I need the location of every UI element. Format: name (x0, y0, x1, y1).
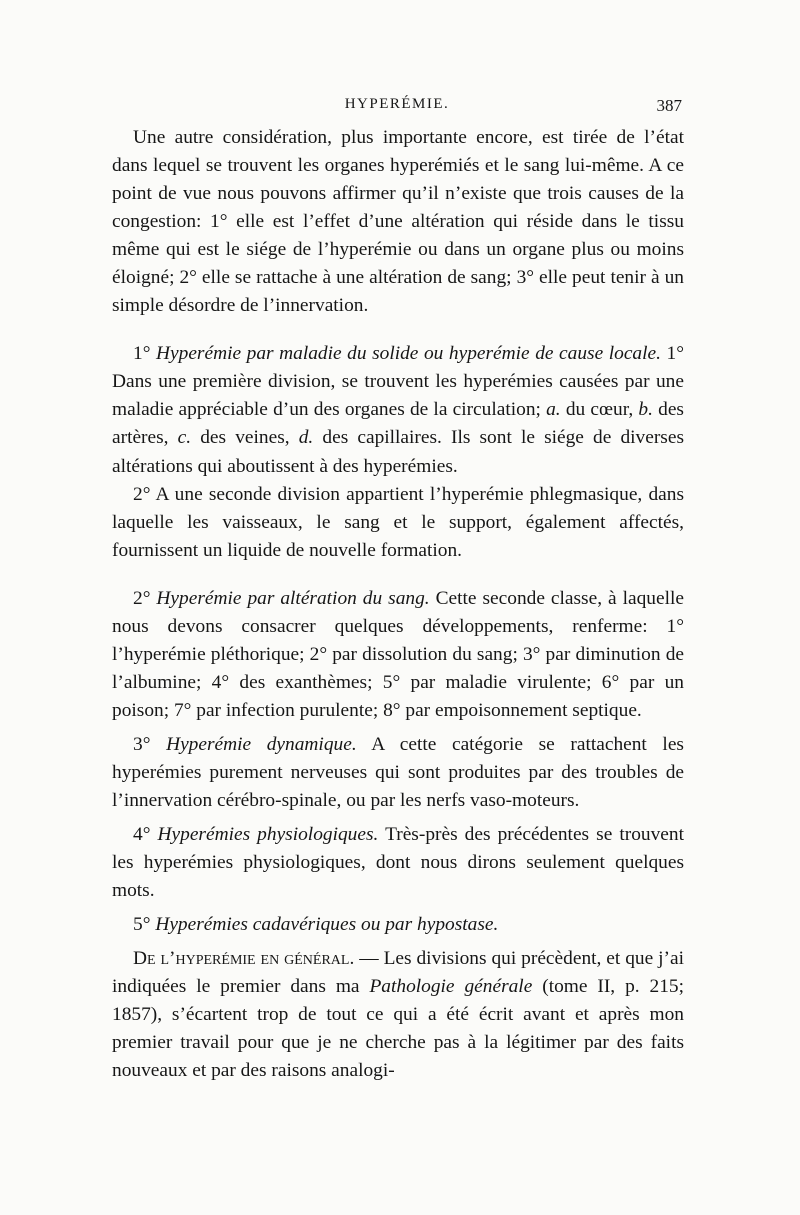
list-letter: b. (638, 399, 653, 421)
paragraph-general (112, 945, 684, 1085)
paragraph-text: Une autre considération, plus importante encore, est tirée de l’état dans lequel se trouvent les organes hyperémiés et le sang lui-même. A ce point de vue nous pouvons affirmer qu’il n’existe que trois causes de la congestion: 1° elle est l’effet d’une altération qui réside dans le tissu même qui est le siége de l’hyperémie ou dans un organe plus ou moins éloigné; 2° elle se rattache à une altération de sang; 3° elle peut tenir à un simple désordre de l’innervation. (112, 127, 684, 317)
section-number: 5° (133, 914, 156, 936)
paragraph-text: — Les divisions qui précèdent, et que j’ai indiquées le premier dans ma (112, 948, 684, 998)
section-number: 4° (133, 824, 158, 846)
paragraph-text: 2° A une seconde division appartient l’hyperémie phlegmasique, dans laquelle les vaisseaux, le sang et le support, également affectés, fournissent un liquide de nouvelle formation. (112, 483, 684, 561)
paragraph-cadaveric (112, 911, 684, 939)
section-number: 2° (133, 587, 157, 609)
paragraph-text: (tome II, p. 215; 1857), s’écartent trop de tout ce qui a été écrit avant et après mon premier travail pour que je ne cherche pas à la légitimer par des faits nouveaux et par des raisons analogi- (112, 976, 685, 1082)
book-title: Pathologie générale (369, 976, 533, 998)
paragraph-local-hyperemia (112, 340, 684, 480)
paragraph-blood-alteration (112, 585, 684, 725)
section-heading: Hyperémies physiologiques. (157, 824, 379, 846)
running-title: HYPERÉMIE. (344, 96, 450, 112)
paragraph-text: du cœur, (560, 399, 639, 421)
paragraph-text: A cette catégorie se rattachent les hyperémies purement nerveuses qui sont produites par des troubles de l’innervation cérébro-spinale, ou par les nerfs vaso-moteurs. (112, 733, 684, 812)
paragraph-dynamic (112, 731, 684, 815)
section-heading: Hyperémie par maladie du solide ou hyperémie de cause locale. (156, 343, 661, 365)
section-heading: Hyperémie par altération du sang. (156, 587, 430, 609)
paragraph-phlegmasic (112, 481, 684, 565)
running-head (112, 96, 682, 120)
list-letter: d. (298, 427, 314, 449)
paragraph-text: 1° Dans une première division, se trouvent les hyperémies causées par une maladie appréciable d’un des organes de la circulation; (112, 343, 684, 421)
body-text (112, 124, 684, 1086)
paragraph-physiological (112, 821, 684, 905)
section-number: 1° (133, 343, 157, 365)
paragraph-text: Cette seconde classe, à laquelle nous devons consacrer quelques développements, renferme: 1° l’hyperémie pléthorique; 2° par dissolution du sang; 3° par diminution de l’albumine; 4° des exanthèmes; 5° par maladie virulente; 6° par un poison; 7° par infection purulente; 8° par empoisonnement septique. (112, 587, 684, 721)
page-number: 387 (656, 96, 682, 115)
list-letter: a. (546, 399, 561, 421)
paragraph-three-causes (112, 124, 684, 320)
paragraph-text: Très-près des précédentes se trouvent les hyperémies physiologiques, dont nous dirons seulement quelques mots. (112, 824, 684, 902)
paragraph-text: des veines, (191, 427, 299, 449)
section-heading: Hyperémies cadavériques ou par hypostase. (155, 914, 499, 936)
paragraph-text: des capillaires. Ils sont le siége de diverses altérations qui aboutissent à des hyperémies. (112, 427, 684, 477)
paragraph-text: des artères, (112, 399, 684, 449)
section-number: 3° (133, 733, 167, 755)
section-heading: Hyperémie dynamique. (166, 733, 357, 755)
section-heading: De l’hyperémie en général. (133, 948, 355, 970)
list-letter: c. (177, 427, 192, 449)
